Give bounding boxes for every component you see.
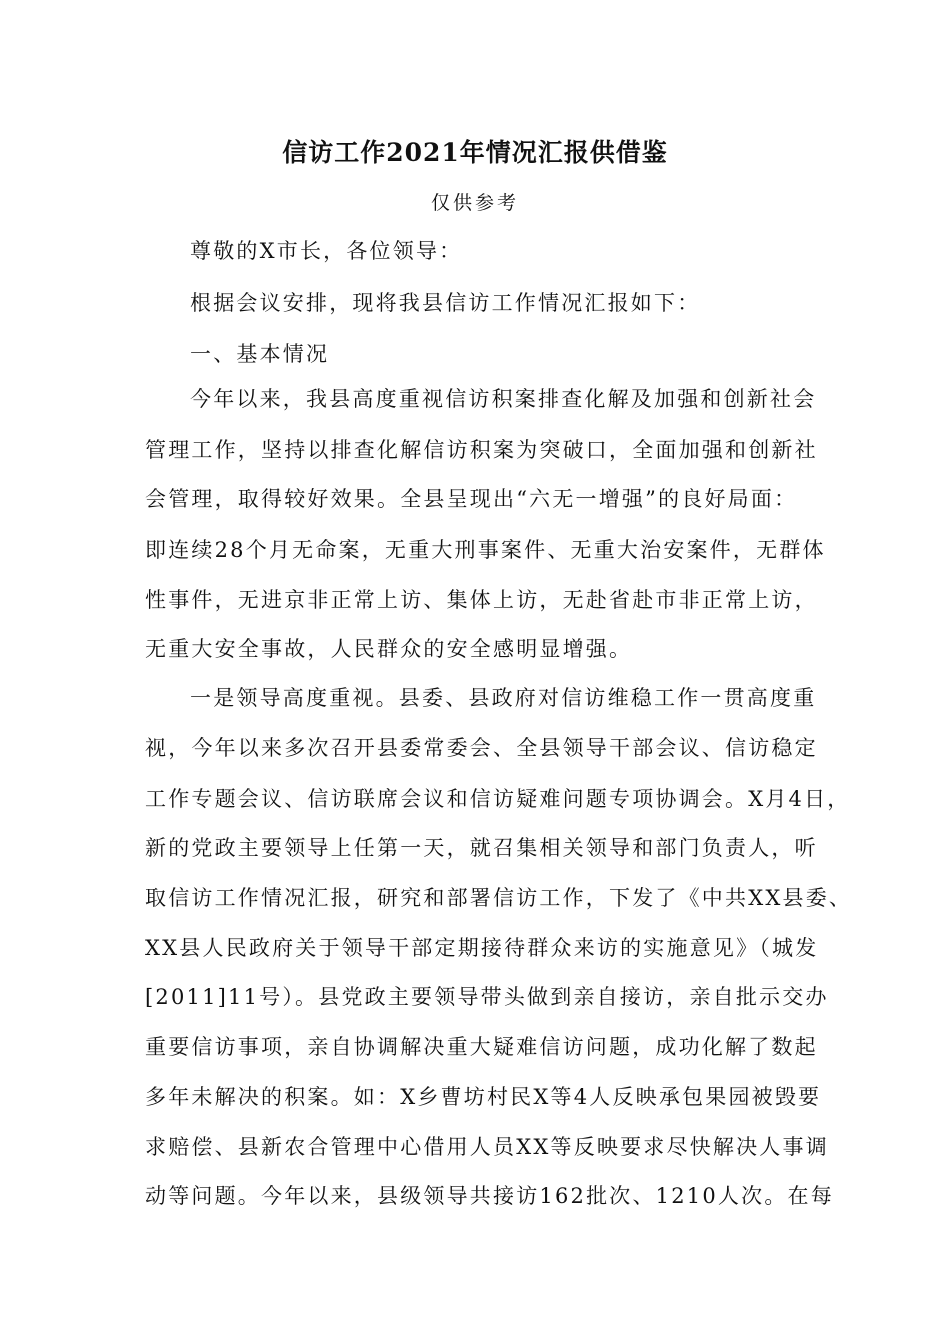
paragraph-line: 新的党政主要领导上任第一天，就召集相关领导和部门负责人，听 [145, 836, 818, 860]
document-title: 信访工作2021年情况汇报供借鉴 [282, 138, 668, 167]
paragraph-line: 性事件，无进京非正常上访、集体上访，无赴省赴市非正常上访， [145, 588, 818, 612]
paragraph-line: 会管理，取得较好效果。全县呈现出“六无一增强”的良好局面： [145, 487, 798, 511]
paragraph-line: 今年以来，我县高度重视信访积案排查化解及加强和创新社会 [190, 387, 817, 411]
paragraph-line: 无重大安全事故，人民群众的安全感明显增强。 [145, 637, 633, 661]
paragraph-line: 动等问题。今年以来，县级领导共接访162批次、1210人次。在每 [145, 1184, 834, 1208]
paragraph-line: XX县人民政府关于领导干部定期接待群众来访的实施意见》（城发 [145, 936, 819, 960]
paragraph-line: 取信访工作情况汇报，研究和部署信访工作，下发了《中共XX县委、 [145, 886, 853, 910]
paragraph-line: [2011]11号）。县党政主要领导带头做到亲自接访，亲自批示交办 [145, 985, 829, 1009]
section-heading: 一、基本情况 [190, 342, 330, 366]
salutation-line: 尊敬的X市长，各位领导： [190, 239, 463, 263]
intro-line: 根据会议安排，现将我县信访工作情况汇报如下： [190, 291, 701, 315]
paragraph-line: 重要信访事项，亲自协调解决重大疑难信访问题，成功化解了数起 [145, 1035, 818, 1059]
document-subtitle: 仅供参考 [430, 192, 519, 214]
paragraph-line: 管理工作，坚持以排查化解信访积案为突破口，全面加强和创新社 [145, 438, 818, 462]
paragraph-line: 即连续28个月无命案，无重大刑事案件、无重大治安案件，无群体 [145, 538, 826, 562]
paragraph-line: 视，今年以来多次召开县委常委会、全县领导干部会议、信访稳定 [145, 736, 818, 760]
paragraph-line: 工作专题会议、信访联席会议和信访疑难问题专项协调会。X月4日， [145, 787, 851, 811]
paragraph-line: 多年未解决的积案。如：X乡曹坊村民X等4人反映承包果园被毁要 [145, 1085, 822, 1109]
paragraph-line: 一是领导高度重视。县委、县政府对信访维稳工作一贯高度重 [190, 686, 817, 710]
paragraph-line: 求赔偿、县新农合管理中心借用人员XX等反映要求尽快解决人事调 [145, 1135, 829, 1159]
